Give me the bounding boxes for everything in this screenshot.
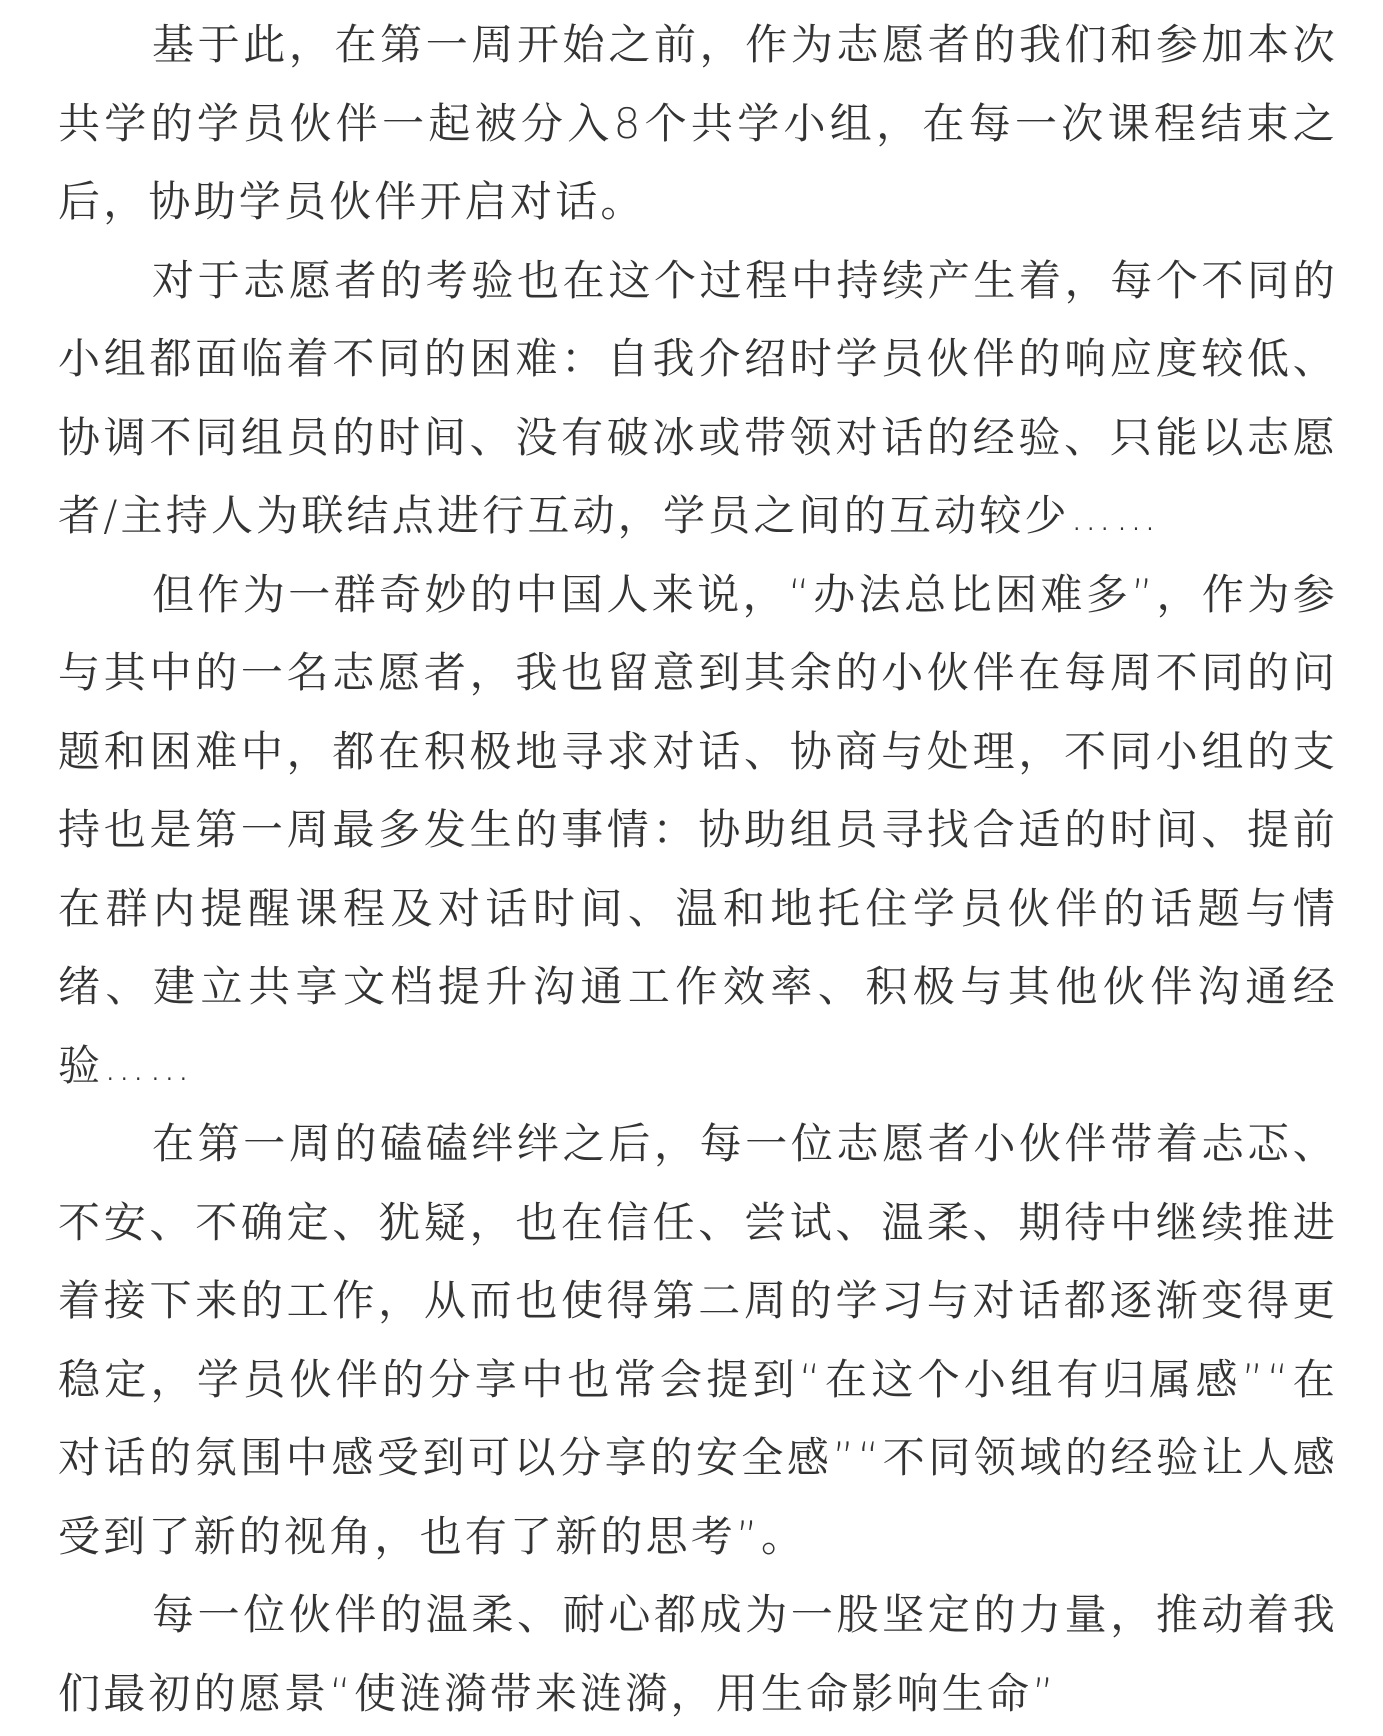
- paragraph-vision: 每一位伙伴的温柔、耐心都成为一股坚定的力量，推动着我们最初的愿景“使涟漪带来涟漪，用生命影响生命”: [58, 1590, 1338, 1718]
- paragraph-solutions: 但作为一群奇妙的中国人来说，“办法总比困难多”，作为参与其中的一名志愿者，我也留意到其余的小伙伴在每周不同的问题和困难中，都在积极地寻求对话、协商与处理，不同小组的支持也是第一周最多发生的事情：协助组员寻找合适的时间、提前在群内提醒课程及对话时间、温和地托住学员伙伴的话题与情绪、建立共享文档提升沟通工作效率、积极与其他伙伴沟通经验……: [58, 569, 1338, 1090]
- article-body: [58, 6, 1338, 1733]
- paragraph-second-week: 在第一周的磕磕绊绊之后，每一位志愿者小伙伴带着忐忑、不安、不确定、犹疑，也在信任、尝试、温柔、期待中继续推进着接下来的工作，从而也使得第二周的学习与对话都逐渐变得更稳定，学员伙伴的分享中也常会提到“在这个小组有归属感”“在对话的氛围中感受到可以分享的安全感”“不同领域的经验让人感受到了新的视角，也有了新的思考”。: [58, 1119, 1338, 1561]
- paragraph-volunteer-grouping: 基于此，在第一周开始之前，作为志愿者的我们和参加本次共学的学员伙伴一起被分入8个共学小组，在每一次课程结束之后，协助学员伙伴开启对话。: [58, 20, 1338, 226]
- paragraph-volunteer-challenges: 对于志愿者的考验也在这个过程中持续产生着，每个不同的小组都面临着不同的困难：自我介绍时学员伙伴的响应度较低、协调不同组员的时间、没有破冰或带领对话的经验、只能以志愿者/主持人为联结点进行互动，学员之间的互动较少……: [58, 255, 1338, 540]
